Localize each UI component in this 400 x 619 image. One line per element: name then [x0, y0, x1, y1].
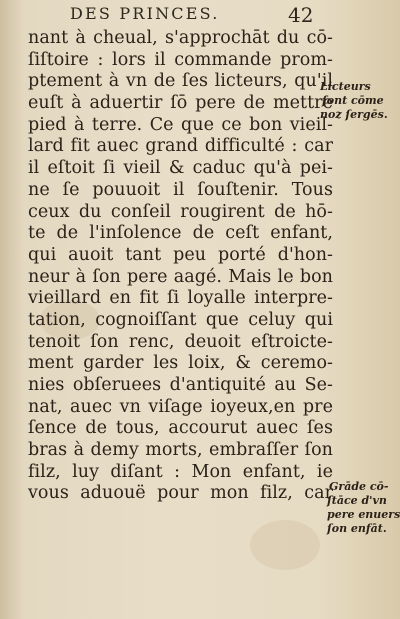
text-line: euſt à aduertir ſō pere de mettre	[28, 93, 333, 114]
text-line: tenoit ſon renc, deuoit eſtroicte-	[28, 331, 333, 352]
text-line: ſence de tous, accourut auec ſes	[28, 418, 333, 439]
margin-note-line: pere enuers	[327, 508, 400, 521]
margin-note-line: noz ſergēs.	[320, 108, 388, 121]
text-line: nies obſeruees d'antiquité au Se-	[28, 375, 333, 395]
running-head: DES PRINCES.	[70, 4, 220, 23]
text-line: filz, luy diſant : Mon enfant, ie	[28, 461, 333, 482]
margin-note-line: ſtāce d'vn	[327, 494, 387, 507]
margin-note-line: Licteurs	[320, 80, 371, 93]
text-line: pied à terre. Ce que ce bon vieil-	[28, 114, 333, 135]
text-line: neur à ſon pere aagé. Mais le bon	[28, 266, 333, 287]
margin-note-licteurs	[320, 80, 388, 122]
text-line: il eſtoit ſi vieil & caduc qu'à pei-	[28, 158, 333, 179]
text-line: ſiſtoire : lors il commande prom-	[28, 49, 333, 70]
text-line: te de l'inſolence de ceſt enfant,	[28, 223, 333, 244]
margin-note-line: ſont cōme	[322, 94, 384, 107]
text-line: bras à demy morts, embraſſer ſon	[28, 440, 333, 461]
text-line: vous aduouë pour mon filz, car	[28, 483, 333, 504]
text-line: lard fit auec grand difficulté : car	[28, 136, 333, 157]
margin-note-line: Grāde cō-	[329, 480, 389, 493]
text-line: nat, auec vn viſage ioyeux,en pre	[28, 396, 333, 417]
paper-stain	[250, 520, 320, 570]
text-line: ment garder les loix, & ceremo-	[28, 353, 333, 374]
margin-note-constance	[327, 480, 400, 536]
margin-note-line: ſon enfāt.	[327, 522, 387, 535]
page-number: 42	[288, 3, 314, 27]
text-line: vieillard en fit ſi loyalle interpre-	[28, 288, 333, 309]
text-line: ceux du conſeil rougirent de hō-	[28, 201, 333, 222]
text-line: qui auoit tant peu porté d'hon-	[28, 244, 333, 265]
text-line: ne ſe pouuoit il ſouſtenir. Tous	[28, 179, 333, 200]
body-text	[28, 28, 333, 505]
text-line: tation, cognoiſſant que celuy qui	[28, 309, 333, 330]
text-line: nant à cheual, s'approchāt du cō-	[28, 28, 333, 48]
text-line: ptement à vn de ſes licteurs, qu'il	[28, 71, 333, 92]
